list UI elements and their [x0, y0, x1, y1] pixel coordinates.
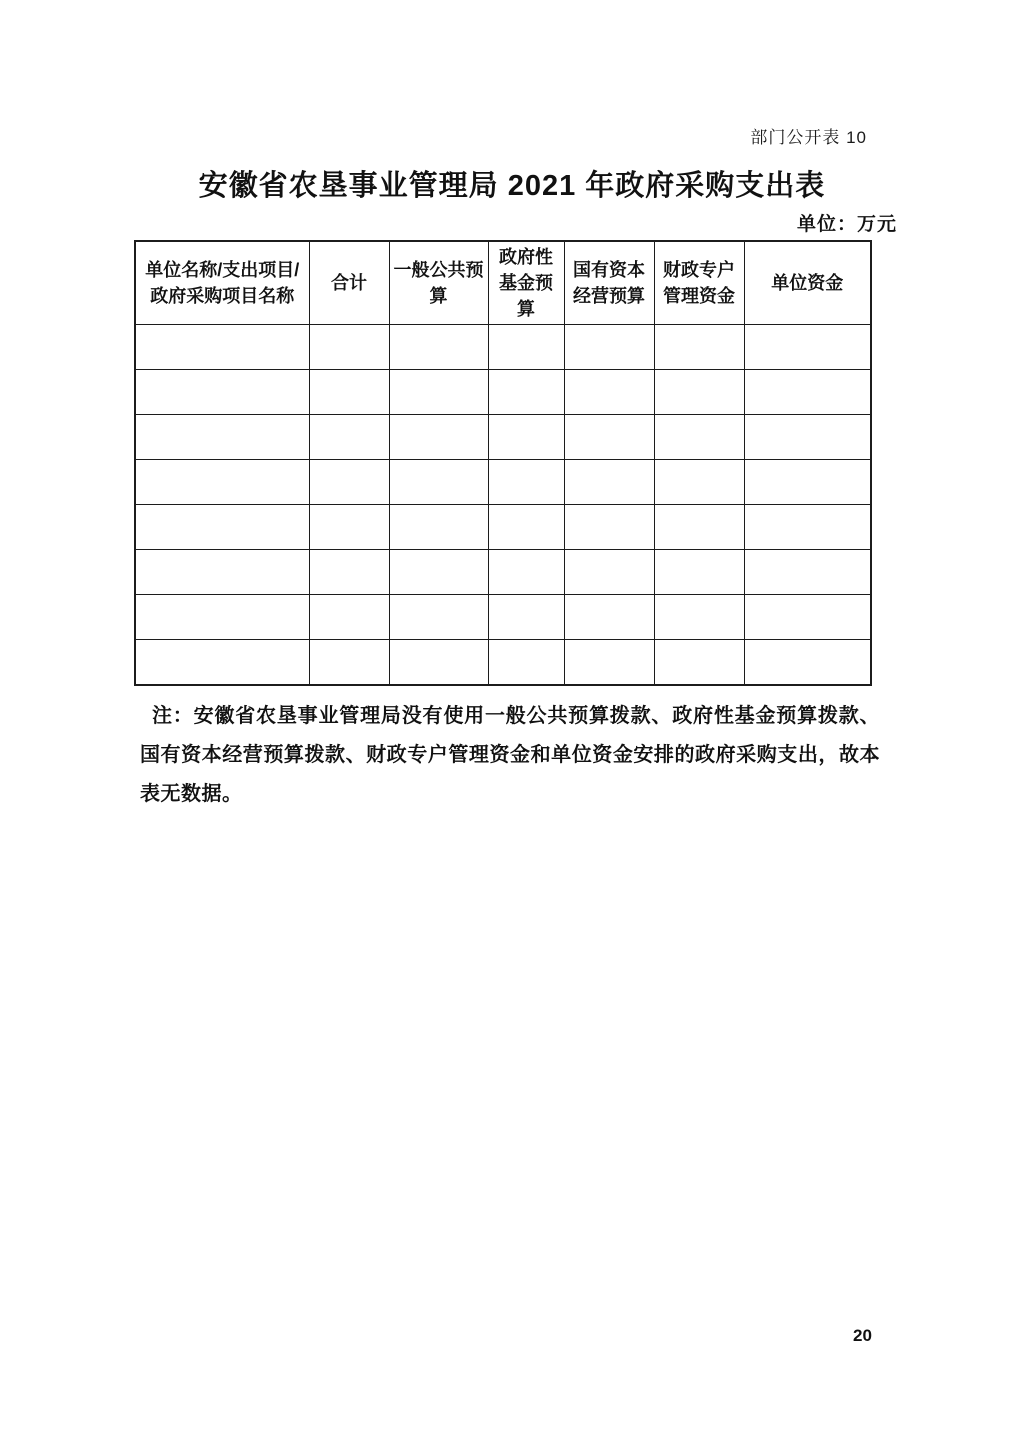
- table-cell: [309, 550, 389, 595]
- table-row: [135, 325, 871, 370]
- table-cell: [389, 550, 488, 595]
- table-cell: [744, 550, 871, 595]
- table-cell: [309, 640, 389, 685]
- table-cell: [654, 595, 744, 640]
- table-cell: [564, 505, 654, 550]
- table-row: [135, 505, 871, 550]
- table-row: [135, 550, 871, 595]
- table-cell: [564, 550, 654, 595]
- table-cell: [135, 370, 309, 415]
- column-header-state-capital-budget: 国有资本经营预算: [564, 241, 654, 325]
- table-cell: [389, 460, 488, 505]
- table-cell: [309, 370, 389, 415]
- table-row: [135, 370, 871, 415]
- table-cell: [564, 415, 654, 460]
- table-cell: [389, 595, 488, 640]
- table-cell: [654, 460, 744, 505]
- table-cell: [135, 595, 309, 640]
- column-header-unit-funds: 单位资金: [744, 241, 871, 325]
- table-cell: [564, 595, 654, 640]
- table-cell: [488, 595, 564, 640]
- table-row: [135, 595, 871, 640]
- table-row: [135, 460, 871, 505]
- table-cell: [564, 325, 654, 370]
- table-cell: [488, 550, 564, 595]
- column-header-government-fund-budget: 政府性基金预算: [488, 241, 564, 325]
- column-header-total: 合计: [309, 241, 389, 325]
- table-cell: [744, 595, 871, 640]
- table-cell: [654, 415, 744, 460]
- table-cell: [744, 325, 871, 370]
- page-title: 安徽省农垦事业管理局 2021 年政府采购支出表: [198, 170, 826, 202]
- table-cell: [564, 370, 654, 415]
- table-cell: [309, 325, 389, 370]
- table-cell: [654, 550, 744, 595]
- table-cell: [135, 505, 309, 550]
- table-cell: [309, 505, 389, 550]
- table-cell: [654, 370, 744, 415]
- table-cell: [488, 415, 564, 460]
- unit-label: 单位：万元: [796, 214, 897, 235]
- table-cell: [488, 325, 564, 370]
- table-cell: [654, 325, 744, 370]
- table-cell: [135, 550, 309, 595]
- table-cell: [744, 415, 871, 460]
- table-cell: [564, 640, 654, 685]
- table-cell: [488, 460, 564, 505]
- table-cell: [744, 505, 871, 550]
- table-cell: [744, 460, 871, 505]
- table-cell: [135, 415, 309, 460]
- doc-label: 部门公开表 10: [750, 128, 867, 147]
- column-header-unit-name: 单位名称/支出项目/政府采购项目名称: [135, 241, 309, 325]
- table-cell: [309, 415, 389, 460]
- table-cell: [389, 415, 488, 460]
- note-text: 注：安徽省农垦事业管理局没有使用一般公共预算拨款、政府性基金预算拨款、国有资本经营预算拨款、财政专户管理资金和单位资金安排的政府采购支出，故本表无数据。: [140, 705, 880, 805]
- table-cell: [135, 325, 309, 370]
- table-row: [135, 640, 871, 685]
- table-cell: [389, 325, 488, 370]
- page-number: 20: [853, 1326, 872, 1345]
- table-cell: [654, 640, 744, 685]
- table-cell: [488, 370, 564, 415]
- table-cell: [135, 640, 309, 685]
- table-cell: [744, 640, 871, 685]
- table-cell: [309, 460, 389, 505]
- table-cell: [135, 460, 309, 505]
- column-header-fiscal-special-account: 财政专户管理资金: [654, 241, 744, 325]
- table-cell: [564, 460, 654, 505]
- table-cell: [389, 370, 488, 415]
- table-cell: [744, 370, 871, 415]
- column-header-general-public-budget: 一般公共预算: [389, 241, 488, 325]
- table-cell: [389, 640, 488, 685]
- table-cell: [309, 595, 389, 640]
- table-cell: [488, 505, 564, 550]
- table-row: [135, 415, 871, 460]
- table-cell: [389, 505, 488, 550]
- table-cell: [488, 640, 564, 685]
- procurement-expenditure-table: [134, 240, 872, 686]
- table-header-row: [135, 241, 871, 325]
- table-cell: [654, 505, 744, 550]
